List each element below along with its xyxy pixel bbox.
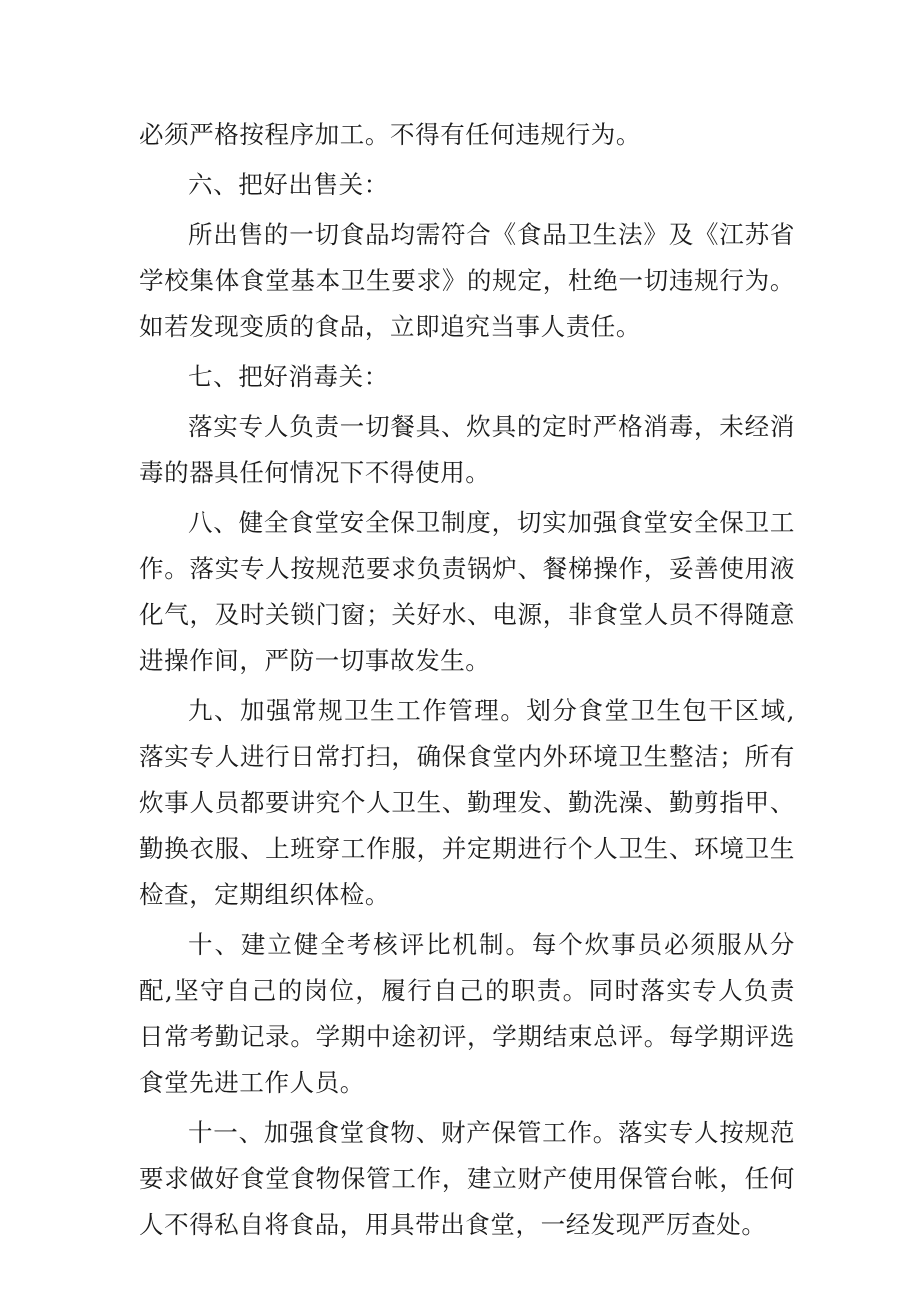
document-body <box>139 112 795 1252</box>
paragraph-item-9-hygiene: 九、加强常规卫生工作管理。划分食堂卫生包干区域,落实专人进行日常打扫，确保食堂内外环境卫生整洁；所有炊事人员都要讲究个人卫生、勤理发、勤洗澡、勤剪指甲、勤换衣服、上班穿工作服，并定期进行个人卫生、环境卫生检查，定期组织体检。 <box>139 696 795 909</box>
paragraph-heading-6: 六、把好出售关： <box>188 170 389 199</box>
paragraph-disinfection-rules: 落实专人负责一切餐具、炊具的定时严格消毒，未经消毒的器具任何情况下不得使用。 <box>139 412 795 487</box>
paragraph-item-8-security: 八、健全食堂安全保卫制度，切实加强食堂安全保卫工作。落实专人按规范要求负责锅炉、餐梯操作，妥善使用液化气，及时关锁门窗；关好水、电源，非食堂人员不得随意进操作间，严防一切事故发生。 <box>139 508 795 675</box>
paragraph-heading-7: 七、把好消毒关： <box>188 362 389 391</box>
paragraph-sales-rules: 所出售的一切食品均需符合《食品卫生法》及《江苏省学校集体食堂基本卫生要求》的规定，杜绝一切违规行为。如若发现变质的食品，立即追究当事人责任。 <box>139 220 795 341</box>
paragraph-item-11-storage: 十一、加强食堂食物、财产保管工作。落实专人按规范要求做好食堂食物保管工作，建立财产使用保管台帐，任何人不得私自将食品，用具带出食堂，一经发现严厉查处。 <box>139 1118 795 1239</box>
paragraph-item-10-assessment: 十、建立健全考核评比机制。每个炊事员必须服从分配,坚守自己的岗位，履行自己的职责。同时落实专人负责日常考勤记录。学期中途初评，学期结束总评。每学期评选食堂先进工作人员。 <box>139 930 795 1097</box>
paragraph-continuation: 必须严格按程序加工。不得有任何违规行为。 <box>139 120 641 149</box>
